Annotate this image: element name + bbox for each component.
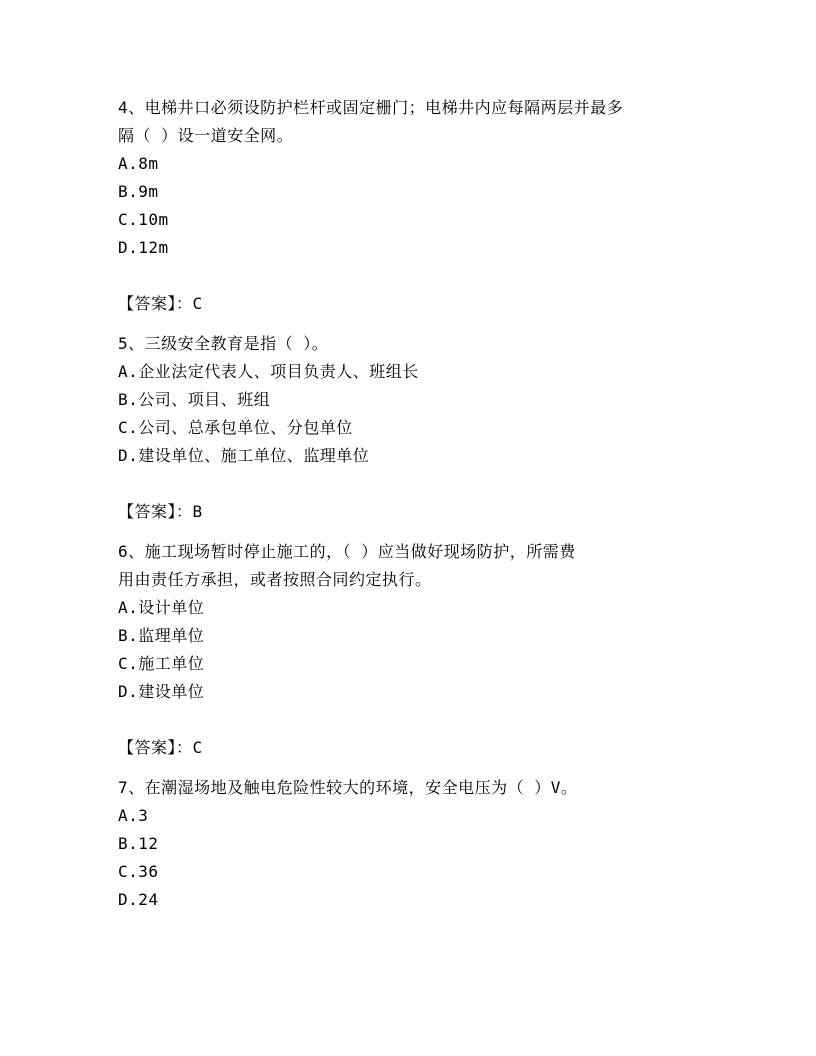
question-4-option-c: C.10m bbox=[118, 210, 169, 229]
question-4-stem-line1: 4、电梯井口必须设防护栏杆或固定栅门；电梯井内应每隔两层并最多 bbox=[118, 98, 624, 117]
question-5-option-a: A.企业法定代表人、项目负责人、班组长 bbox=[118, 362, 419, 381]
question-7-option-c: C.36 bbox=[118, 862, 159, 881]
question-7-stem-line1: 7、在潮湿场地及触电危险性较大的环境，安全电压为（ ）V。 bbox=[118, 778, 578, 797]
question-6-stem-line1: 6、施工现场暂时停止施工的，（ ）应当做好现场防护，所需费 bbox=[118, 542, 576, 561]
question-4-option-d: D.12m bbox=[118, 238, 169, 257]
question-6-option-b: B.监理单位 bbox=[118, 626, 205, 645]
question-6-option-a: A.设计单位 bbox=[118, 598, 205, 617]
question-4-option-b: B.9m bbox=[118, 182, 159, 201]
question-4-answer: 【答案】：C bbox=[118, 294, 203, 313]
question-7-option-d: D.24 bbox=[118, 890, 159, 909]
question-6-option-d: D.建设单位 bbox=[118, 682, 205, 701]
question-7-option-b: B.12 bbox=[118, 834, 159, 853]
question-5-option-b: B.公司、项目、班组 bbox=[118, 390, 271, 409]
question-5-stem-line1: 5、三级安全教育是指（ ）。 bbox=[118, 334, 329, 353]
question-6-stem-line2: 用由责任方承担，或者按照合同约定执行。 bbox=[118, 570, 432, 589]
question-4-option-a: A.8m bbox=[118, 154, 159, 173]
question-5-answer: 【答案】：B bbox=[118, 502, 203, 521]
question-5-option-d: D.建设单位、施工单位、监理单位 bbox=[118, 446, 370, 465]
question-7-option-a: A.3 bbox=[118, 806, 149, 825]
question-4-stem-line2: 隔（ ）设一道安全网。 bbox=[118, 126, 294, 145]
question-6-option-c: C.施工单位 bbox=[118, 654, 205, 673]
question-5-option-c: C.公司、总承包单位、分包单位 bbox=[118, 418, 353, 437]
question-6-answer: 【答案】：C bbox=[118, 738, 203, 757]
